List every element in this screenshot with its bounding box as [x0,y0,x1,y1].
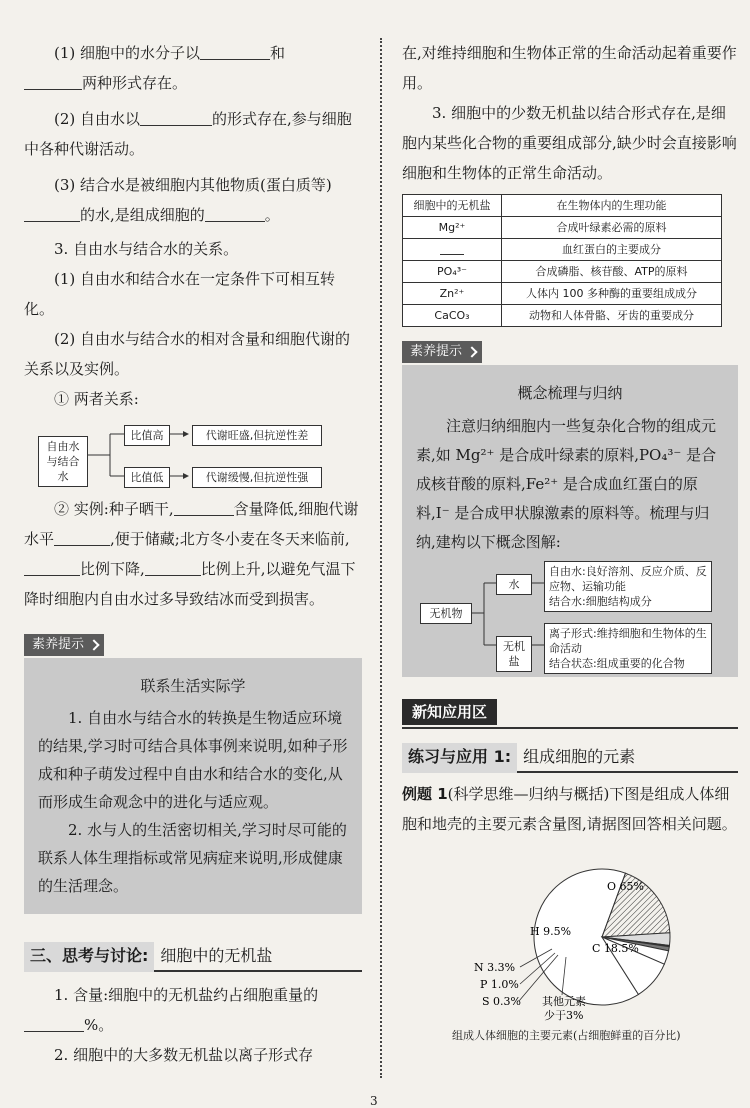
blank-2[interactable] [24,73,82,90]
tip-title: 联系生活实际学 [140,677,246,695]
pie-chart-area [402,845,738,1045]
blank-5[interactable] [205,205,265,222]
section-three-heading: 三、思考与讨论: 细胞中的无机盐 [24,942,362,972]
label-relation: ① 两者关系: [54,390,139,408]
paragraph-examples: ② 实例:种子晒干, 含量降低,细胞代谢水平 ,便于储藏;北方冬小麦在冬天来临前,比例下降, 比例上升,以避免气温下降时细胞内自由水过多导致结冰而受到损害。 [24,500,359,608]
paragraph-bound-salts: 3. 细胞中的少数无机盐以结合形式存在,是细胞内某些化合物的重要组成部分,缺少时会直接影响细胞和生物体的正常生命活动。 [402,104,737,182]
blank-3[interactable] [140,109,212,126]
paragraph-content: 1. 含量:细胞中的无机盐约占细胞重量的 %。 [24,980,362,1040]
pie-label-h: H 9.5% [530,925,572,938]
paragraph-conversion: (1) 自由水和结合水在一定条件下可相互转化。 [24,270,336,318]
pie-label-s: S 0.3% [482,995,521,1008]
tip-panel-left [24,628,362,914]
paragraph-free-water: (2) 自由水以 的形式存在,参与细胞中各种代谢活动。 [24,110,352,158]
blank-cell[interactable] [403,239,502,261]
tip-paragraph: 注意归纳细胞内一些复杂化合物的组成元素,如 Mg²⁺ 是合成叶绿素的原料,PO₄³⁻ 是合成核苷酸的原料,Fe²⁺ 是合成血红蛋白的原料,I⁻ 是合成甲状腺激素的原料等。梳理与归纳,建构以下概念图解: [416,417,717,551]
paragraph-bound-water: (3) 结合水是被细胞内其他物质(蛋白质等) 的水,是组成细胞的 。 [24,170,362,230]
tip-tag: 素养提示 [24,634,104,656]
relation-diagram [24,420,362,490]
blank-11[interactable] [440,244,464,255]
paragraph-water-forms: (1) 细胞中的水分子以 和 两种形式存在。 [24,38,362,98]
example-question: 例题 1(科学思维—归纳与概括)下图是组成人体细胞和地壳的主要元素含量图,请据图回答相关问题。 [402,785,737,833]
pie-label-other-1: 其他元素 [542,995,586,1008]
paragraph-metabolism: (2) 自由水与结合水的相对含量和细胞代谢的关系以及实例。 [24,330,351,378]
tip-body [24,658,362,914]
left-column [24,38,362,1070]
practice-heading: 练习与应用 1: 组成细胞的元素 [402,743,738,773]
pie-label-other-2: 少于3% [544,1009,584,1022]
blank-4[interactable] [24,205,80,222]
pie-chart [402,845,738,1045]
diagram-ratio-high: 比值高 [124,425,170,446]
diagram-ratio-low: 比值低 [124,467,170,488]
table-header-row [403,195,722,217]
map-salt: 无机盐 [496,636,532,672]
map-water-detail: 自由水:良好溶剂、反应介质、反应物、运输功能 结合水:细胞结构成分 [544,561,712,612]
pie-label-n: N 3.3% [474,961,516,974]
new-section-header [402,697,738,729]
paragraph-ion-form: 2. 细胞中的大多数无机盐以离子形式存 [54,1046,314,1064]
tip-paragraph-1: 1. 自由水与结合水的转换是生物适应环境的结果,学习时可结合具体事例来说明,如种子形成和种子萌发过程中自由水和结合水的变化,从而形成生命观念中的进化与适应观。 [38,709,348,811]
map-water: 水 [496,574,532,595]
pie-label-c: C 18.5% [592,942,639,955]
blank-9[interactable] [145,559,201,576]
table-row: 血红蛋白的主要成分 [403,239,722,261]
table-row: PO₄³⁻ 合成磷脂、核苷酸、ATP的原料 [403,261,722,283]
blank-6[interactable] [174,499,234,516]
diagram-root: 自由水与结合水 [38,436,88,487]
table-row: CaCO₃ 动物和人体骨骼、牙齿的重要成分 [403,305,722,327]
blank-10[interactable] [24,1015,84,1032]
tip-title: 概念梳理与归纳 [517,384,623,402]
blank-1[interactable] [200,43,270,60]
page-number: 3 [370,1094,378,1108]
table-header: 细胞中的无机盐 [403,195,502,217]
new-section-badge: 新知应用区 [402,699,497,725]
map-salt-detail: 离子形式:维持细胞和生物体的生命活动 结合状态:组成重要的化合物 [544,623,712,674]
paragraph-continued: 在,对维持细胞和生物体正常的生命活动起着重要作用。 [402,44,737,92]
tip-tag: 素养提示 [402,341,482,363]
pie-caption: 组成人体细胞的主要元素(占细胞鲜重的百分比) [452,1029,681,1042]
table-header: 在生物体内的生理功能 [502,195,722,217]
right-column [402,38,738,1045]
pie-label-o: O 65% [607,880,644,893]
pie-label-p: P 1.0% [480,978,519,991]
tip-panel-right [402,335,738,677]
concept-map [416,561,724,670]
tip-paragraph-2: 2. 水与人的生活密切相关,学习时尽可能的联系人体生理指标或常见病症来说明,形成健康的生活理念。 [38,821,347,895]
blank-7[interactable] [54,529,110,546]
column-divider [380,38,382,1078]
inorganic-salt-table [402,194,722,327]
blank-8[interactable] [24,559,80,576]
map-root: 无机物 [420,603,472,624]
tip-body [402,365,738,677]
table-row: Zn²⁺ 人体内 100 多种酶的重要组成成分 [403,283,722,305]
heading-relationship: 3. 自由水与结合水的关系。 [54,240,239,258]
diagram-result-high: 代谢旺盛,但抗逆性差 [192,425,322,446]
diagram-result-low: 代谢缓慢,但抗逆性强 [192,467,322,488]
table-row: Mg²⁺ 合成叶绿素必需的原料 [403,217,722,239]
